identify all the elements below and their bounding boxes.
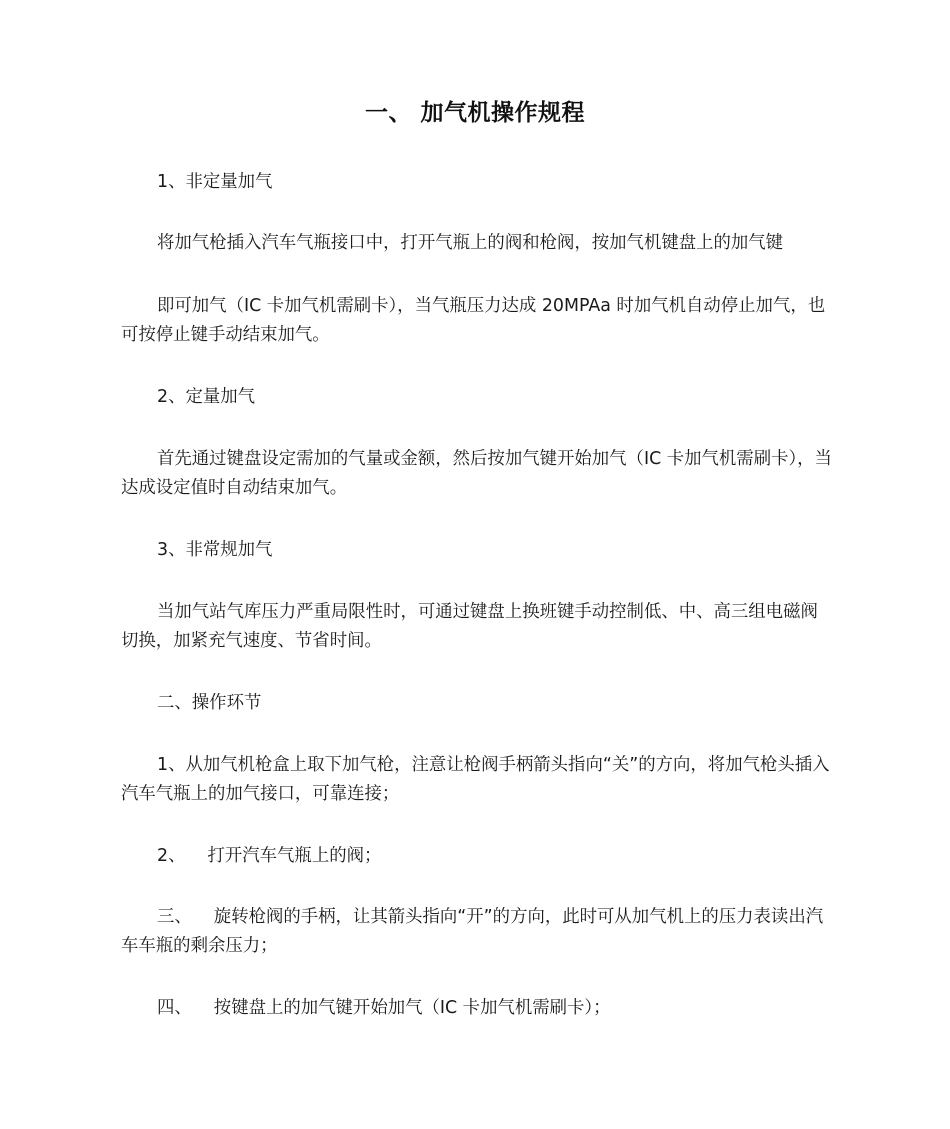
step-3-paragraph <box>121 903 833 961</box>
paragraph-auto-stop: 即可加气（IC 卡加气机需刷卡），当气瓶压力达成 20MPAa 时加气机自动停止加气，也可按停止键手动结束加气。 <box>121 296 826 345</box>
section-heading-non-quantitative: 1、非定量加气 <box>157 172 273 192</box>
page-title: 一、 加气机操作规程 <box>364 100 585 126</box>
step-2-paragraph <box>121 842 833 871</box>
paragraph-manual-valve-switch: 当加气站气库压力严重局限性时，可通过键盘上换班键手动控制低、中、高三组电磁阀切换，加紧充气速度、节省时间。 <box>121 602 818 651</box>
step-4-paragraph <box>121 994 833 1023</box>
paragraph-preset-amount: 首先通过键盘设定需加的气量或金额，然后按加气键开始加气（IC 卡加气机需刷卡），当达成设定值时自动结束加气。 <box>121 449 832 498</box>
step-1-paragraph: 1、从加气机枪盒上取下加气枪，注意让枪阀手柄箭头指向“关”的方向，将加气枪头插入汽车气瓶上的加气接口，可靠连接； <box>121 755 830 804</box>
step-2-text: 打开汽车气瓶上的阀； <box>207 846 382 866</box>
step-2-number: 2、 <box>157 846 186 866</box>
step-4-text: 按键盘上的加气键开始加气（IC 卡加气机需刷卡）； <box>213 998 611 1018</box>
section-heading-quantitative: 2、定量加气 <box>157 387 256 407</box>
step-3-text: 旋转枪阀的手柄，让其箭头指向“开”的方向，此时可从加气机上的压力表读出汽车车瓶的剩余压力； <box>121 907 824 956</box>
section-heading-abnormal: 3、非常规加气 <box>157 540 273 560</box>
step-4-number: 四、 <box>157 998 192 1018</box>
section-heading-operation-steps: 二、操作环节 <box>157 693 262 713</box>
paragraph-insert-gun: 将加气枪插入汽车气瓶接口中，打开气瓶上的阀和枪阀，按加气机键盘上的加气键 <box>157 233 784 253</box>
step-3-number: 三、 <box>157 907 192 927</box>
